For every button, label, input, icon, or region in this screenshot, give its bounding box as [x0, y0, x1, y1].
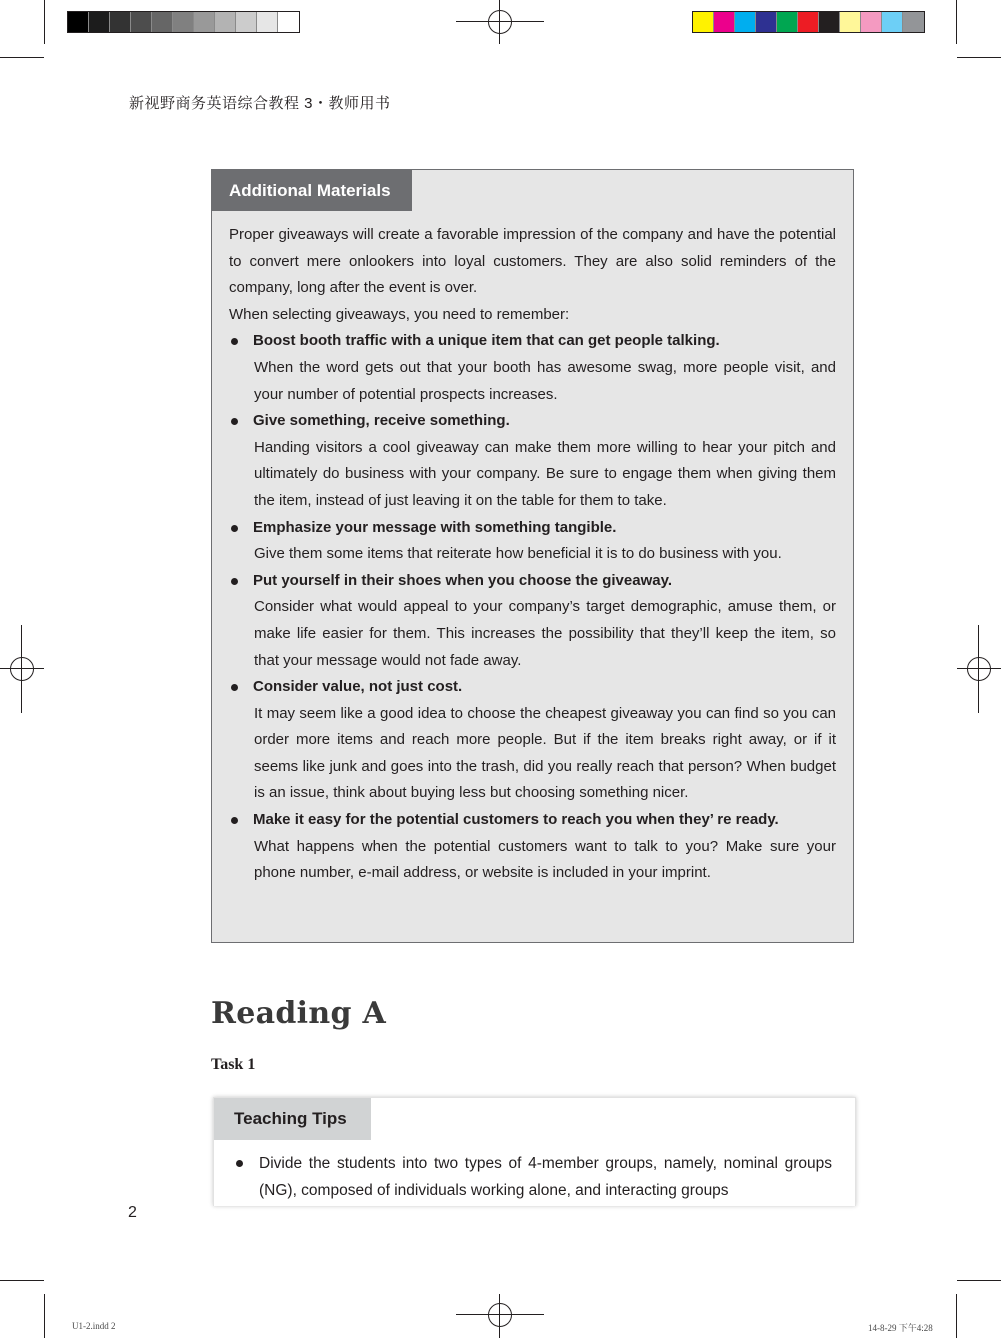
intro-paragraph: Proper giveaways will create a favorable impression of the company and have the potential to convert mere onlookers into loyal customers. They are also solid reminders of the company, long after the event is over.	[229, 226, 836, 297]
color-swatch	[903, 12, 924, 32]
teaching-tips-body	[234, 1150, 832, 1204]
color-swatch	[236, 12, 257, 32]
color-swatch	[110, 12, 131, 32]
teaching-tip-item: Divide the students into two types of 4-member groups, namely, nominal groups (NG), composed of individuals working alone, and interacting groups	[234, 1150, 832, 1204]
slug-timestamp: 14-8-29 下午4:28	[868, 1323, 933, 1333]
color-swatch	[693, 12, 714, 32]
section-title: Reading A	[211, 996, 387, 1031]
teaching-tips-box	[213, 1097, 856, 1206]
tip-title: Put yourself in their shoes when you choose the giveaway.	[229, 568, 836, 595]
color-swatch	[152, 12, 173, 32]
color-swatch	[819, 12, 840, 32]
slug-file-name: U1-2.indd 2	[72, 1321, 116, 1331]
color-swatch	[777, 12, 798, 32]
color-swatch	[194, 12, 215, 32]
tip-title: Boost booth traffic with a unique item that can get people talking.	[229, 328, 836, 355]
color-swatch	[840, 12, 861, 32]
tip-text: Give them some items that reiterate how beneficial it is to do business with you.	[254, 545, 782, 563]
tip-text: Consider what would appeal to your company’s target demographic, amuse them, or make life easier for them. This increases the possibility that they’ll keep the item, so that your message would not fade away.	[254, 598, 836, 669]
color-swatch	[798, 12, 819, 32]
color-swatch	[882, 12, 903, 32]
color-swatch	[257, 12, 278, 32]
grayscale-color-bar	[67, 11, 300, 33]
color-swatch	[68, 12, 89, 32]
color-swatch	[714, 12, 735, 32]
tip-title: Give something, receive something.	[229, 408, 836, 435]
color-swatch	[215, 12, 236, 32]
page-number: 2	[128, 1204, 137, 1221]
tip-text: When the word gets out that your booth has awesome swag, more people visit, and your number of potential prospects increases.	[254, 358, 836, 403]
lead-in: When selecting giveaways, you need to remember:	[229, 305, 570, 323]
color-swatch	[278, 12, 299, 32]
tip-text: What happens when the potential customers want to talk to you? Make sure your phone number, e-mail address, or website is included in your imprint.	[254, 837, 836, 882]
tip-text: It may seem like a good idea to choose the cheapest giveaway you can find so you can order more items and reach more people. But if the item breaks right away, or if it seems like junk and goes into the trash, did you really reach that person? When budget is an issue, think about buying less but choosing something nicer.	[254, 704, 836, 802]
additional-materials-heading: Additional Materials	[212, 170, 412, 211]
color-swatch	[756, 12, 777, 32]
additional-materials-box	[211, 169, 854, 943]
process-color-bar	[692, 11, 925, 33]
color-swatch	[173, 12, 194, 32]
tip-title: Consider value, not just cost.	[229, 674, 836, 701]
color-swatch	[89, 12, 110, 32]
running-header: 新视野商务英语综合教程 3・教师用书	[129, 95, 391, 112]
teaching-tips-heading: Teaching Tips	[214, 1098, 371, 1140]
color-swatch	[861, 12, 882, 32]
tip-title: Emphasize your message with something tangible.	[229, 515, 836, 542]
additional-materials-body	[229, 222, 836, 887]
color-swatch	[131, 12, 152, 32]
task-label: Task 1	[211, 1056, 256, 1073]
tip-text: Handing visitors a cool giveaway can make them more willing to hear your pitch and ultimately do business with your company. Be sure to engage them when giving them the item, instead of just leaving it on the table for them to take.	[254, 438, 836, 509]
tip-title: Make it easy for the potential customers to reach you when they’ re ready.	[229, 807, 836, 834]
color-swatch	[735, 12, 756, 32]
